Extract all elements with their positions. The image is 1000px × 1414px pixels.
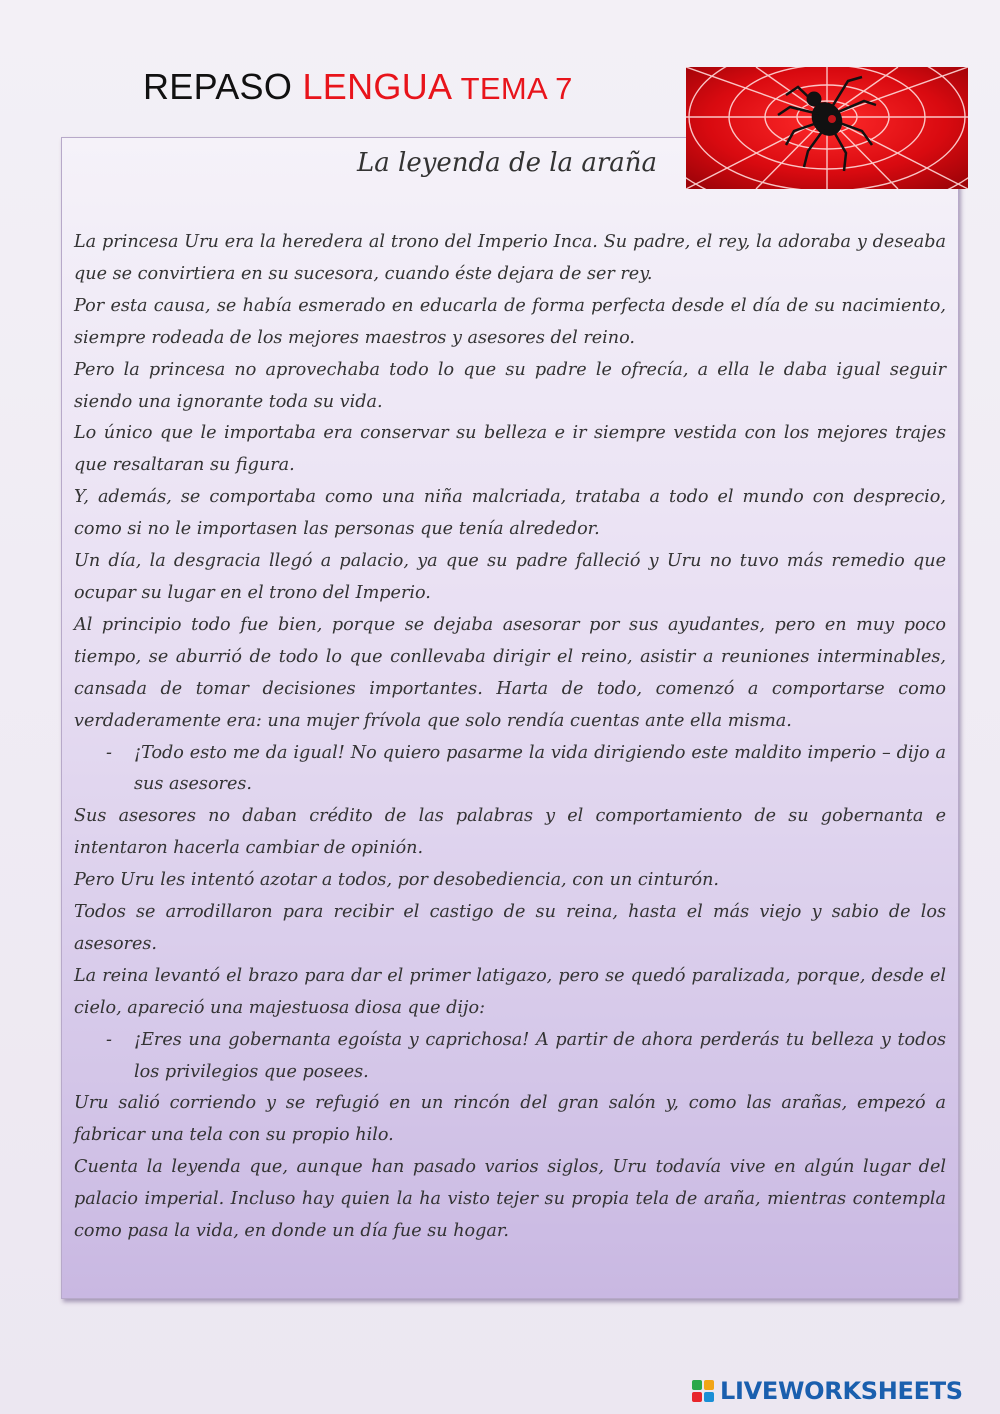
paragraph: Y, además, se comportaba como una niña malcriada, trataba a todo el mundo con desprecio, como si no le importasen las personas que tenía alrededor. <box>74 487 946 540</box>
paragraph: Sus asesores no daban crédito de las palabras y el comportamiento de su gobernanta e intentaron hacerla cambiar de opinión. <box>74 806 946 859</box>
paragraph: Un día, la desgracia llegó a palacio, ya que su padre falleció y Uru no tuvo más remedio que ocupar su lugar en el trono del Imperio. <box>74 551 946 603</box>
brand-grid-icon <box>692 1380 714 1402</box>
paragraph: Lo único que le importaba era conservar su belleza e ir siempre vestida con los mejores trajes que resaltaran su figura. <box>74 423 946 476</box>
story-title: La leyenda de la araña <box>356 148 657 178</box>
paragraph: Todos se arrodillaron para recibir el castigo de su reina, hasta el más viejo y sabio de los asesores. <box>74 902 946 954</box>
dialogue-text: ¡Eres una gobernanta egoísta y caprichosa! A partir de ahora perderás tu belleza y todos los privilegios que posees. <box>134 1029 946 1082</box>
paragraph: La reina levantó el brazo para dar el primer latigazo, pero se quedó paralizada, porque, desde el cielo, apareció una majestuosa diosa que dijo: <box>74 965 946 1018</box>
liveworksheets-logo[interactable] <box>692 1374 963 1408</box>
story-card <box>61 137 959 1299</box>
brand-name: LIVEWORKSHEETS <box>720 1377 963 1405</box>
paragraph: Al principio todo fue bien, porque se dejaba asesorar por sus ayudantes, pero en muy poco tiempo, se aburrió de todo lo que conllevaba dirigir el reino, asistir a reuniones interminables, cansada de tomar decisiones importantes. Harta de todo, comenzó a comportarse como verdaderamente era: una mujer frívola que solo rendía cuentas ante ella misma. <box>74 614 946 731</box>
paragraph: Pero la princesa no aprovechaba todo lo que su padre le ofrecía, a ella le daba igual seguir siendo una ignorante toda su vida. <box>74 359 946 412</box>
dialogue-item <box>74 1025 946 1089</box>
dialogue-item <box>74 738 946 802</box>
title-lengua: LENGUA <box>302 66 461 107</box>
paragraph: Pero Uru les intentó azotar a todos, por desobediencia, con un cinturón. <box>74 870 720 891</box>
story-body <box>74 227 946 1248</box>
paragraph: Por esta causa, se había esmerado en educarla de forma perfecta desde el día de su nacimiento, siempre rodeada de los mejores maestros y asesores del reino. <box>74 295 946 348</box>
spider-web-image <box>686 67 968 189</box>
dialogue-dash: - <box>106 1029 112 1050</box>
paragraph: La princesa Uru era la heredera al trono del Imperio Inca. Su padre, el rey, la adoraba y deseaba que se convirtiera en su sucesora, cuando éste dejara de ser rey. <box>74 232 946 284</box>
paragraph: Uru salió corriendo y se refugió en un rincón del gran salón y, como las arañas, empezó a fabricar una tela con su propio hilo. <box>74 1093 946 1146</box>
dialogue-dash: - <box>106 742 112 763</box>
title-tema: TEMA 7 <box>460 71 573 106</box>
paragraph: Cuenta la leyenda que, aunque han pasado varios siglos, Uru todavía vive en algún lugar del palacio imperial. Incluso hay quien la ha visto tejer su propia tela de araña, mientras contempla como pasa la vida, en donde un día fue su hogar. <box>74 1157 946 1242</box>
spider-web-icon <box>686 67 968 189</box>
page-title <box>143 66 573 108</box>
dialogue-text: ¡Todo esto me da igual! No quiero pasarme la vida dirigiendo este maldito imperio – dijo a sus asesores. <box>134 742 946 795</box>
title-repaso: REPASO <box>143 66 303 107</box>
